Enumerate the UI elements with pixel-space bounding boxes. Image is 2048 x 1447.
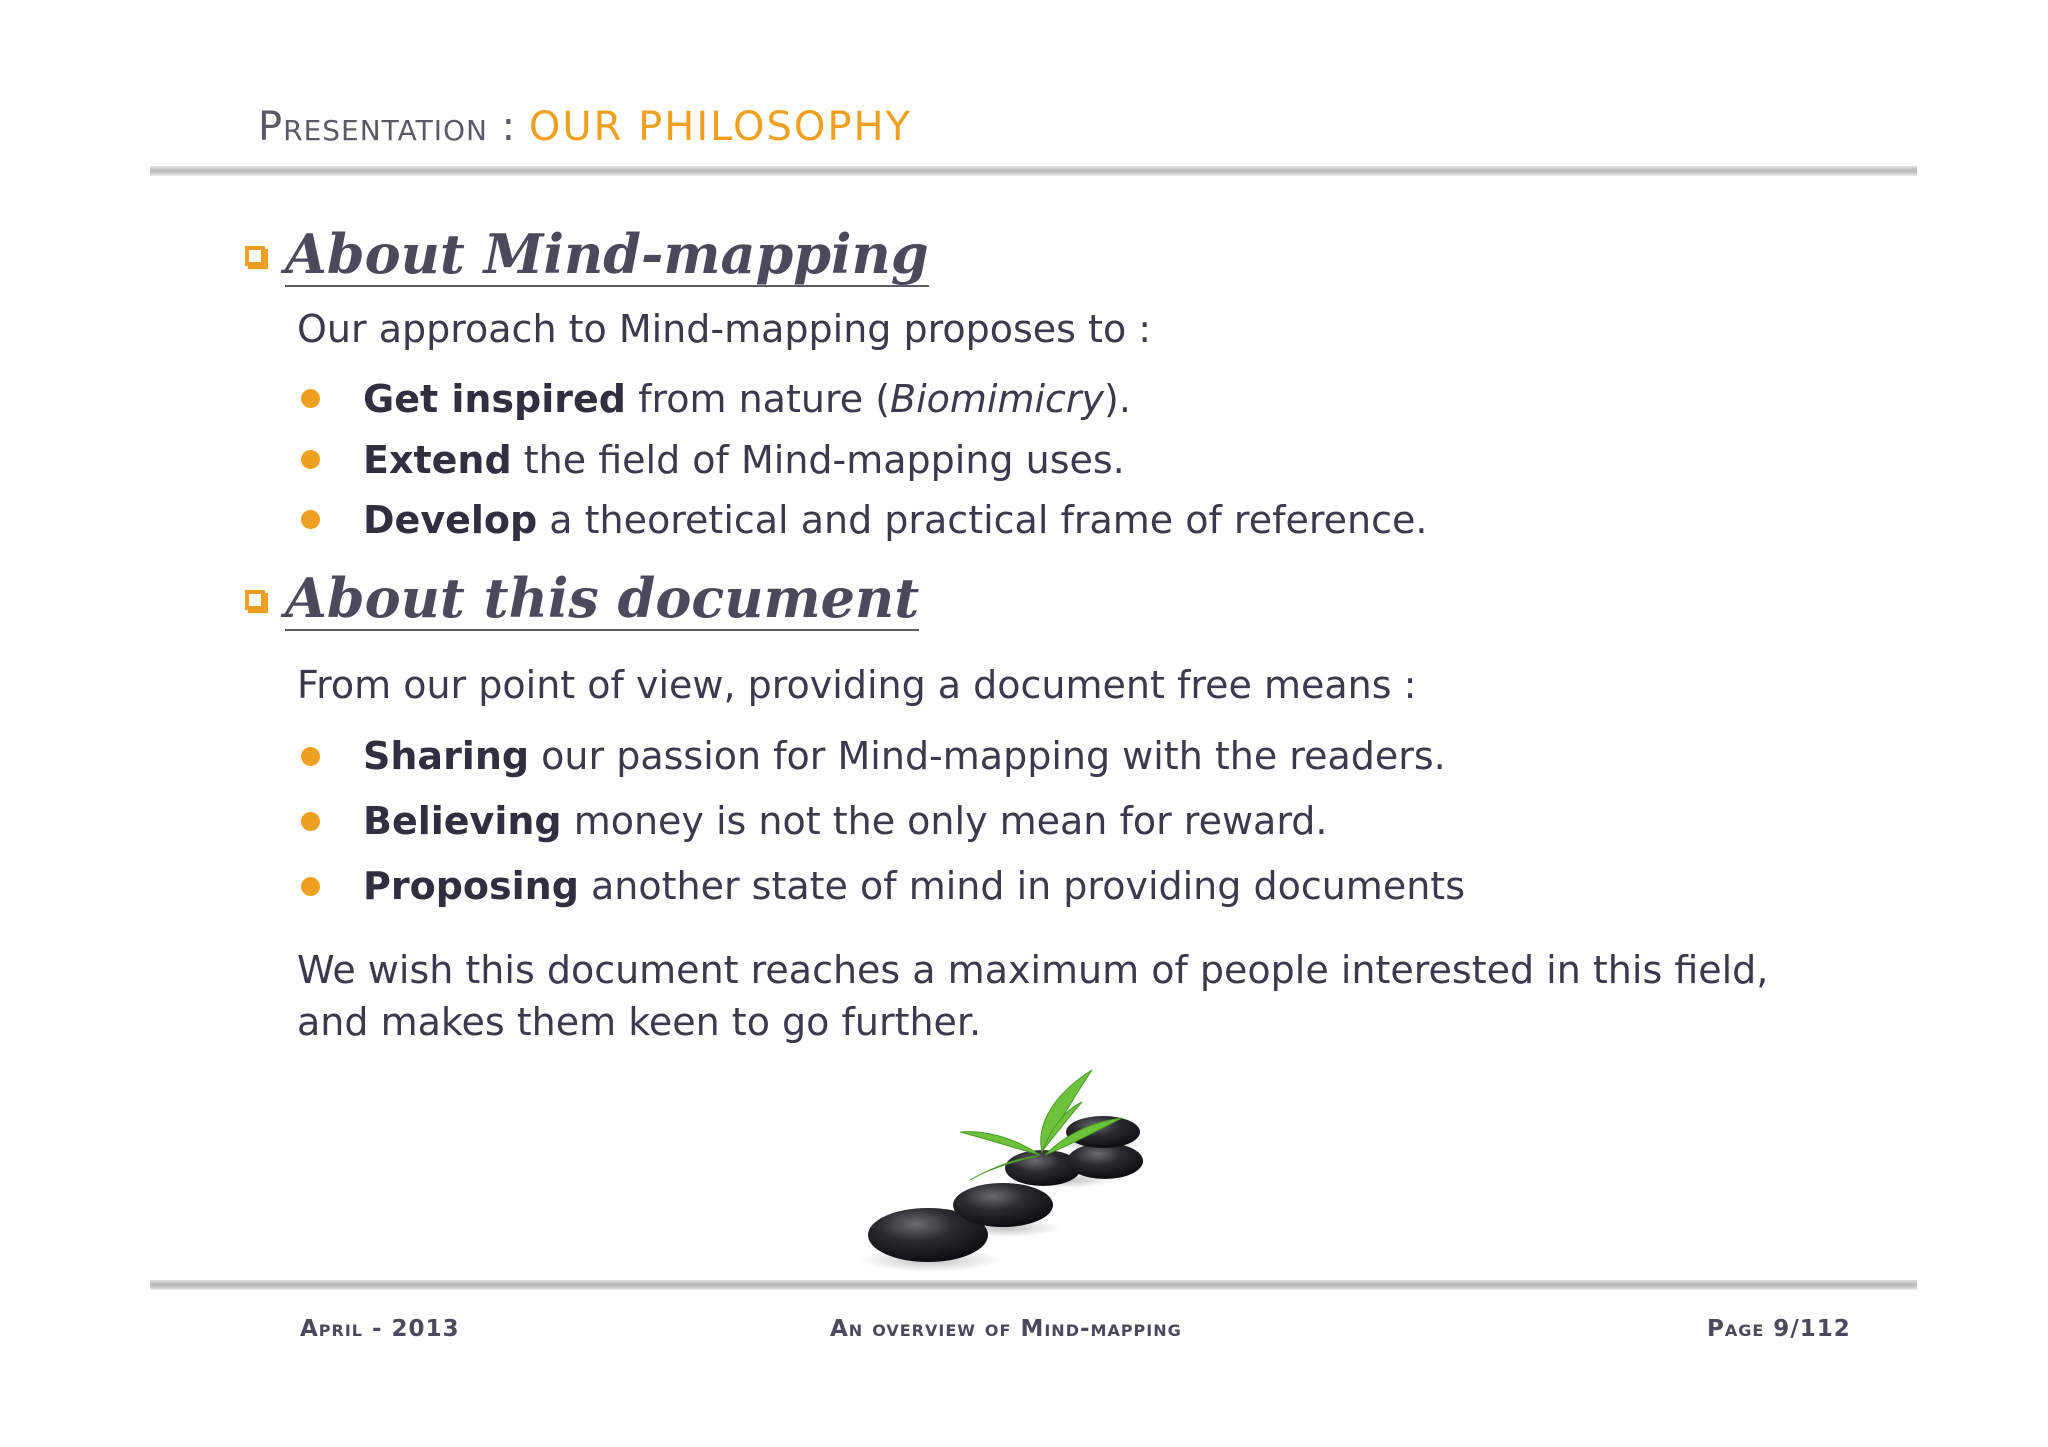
- list-item: [297, 430, 1427, 490]
- section-heading-mind-mapping: [245, 222, 929, 287]
- list-item: [297, 789, 1465, 854]
- bullet-text: from nature (: [626, 377, 891, 421]
- bullet-text: ).: [1104, 377, 1131, 421]
- checkbox-bullet-icon: [245, 590, 265, 610]
- section-intro: From our point of view, providing a document free means :: [297, 663, 1417, 707]
- section2-bullet-list: [297, 724, 1465, 919]
- section-intro: Our approach to Mind-mapping proposes to :: [297, 307, 1152, 351]
- bullet-italic: Biomimicry: [890, 377, 1105, 421]
- section1-bullet-list: [297, 368, 1427, 550]
- bullet-keyword: Extend: [363, 438, 512, 482]
- list-item: [297, 368, 1427, 430]
- footer-divider: [150, 1280, 1917, 1290]
- bullet-dot-icon: [301, 747, 320, 766]
- title-prefix: Presentation :: [258, 104, 517, 150]
- section-heading-document: [245, 566, 920, 631]
- bullet-text: a theoretical and practical frame of reference.: [537, 498, 1428, 542]
- list-item: [297, 724, 1465, 789]
- bullet-dot-icon: [301, 450, 320, 469]
- title-accent: OUR PHILOSOPHY: [528, 104, 912, 150]
- closing-paragraph: [297, 944, 1768, 1048]
- checkbox-bullet-icon: [245, 246, 265, 266]
- bullet-dot-icon: [301, 812, 320, 831]
- bullet-dot-icon: [301, 510, 320, 529]
- bullet-text: the field of Mind-mapping uses.: [511, 438, 1125, 482]
- bullet-text: another state of mind in providing documents: [578, 864, 1465, 908]
- footer-document-title: An overview of Mind-mapping: [830, 1316, 1182, 1342]
- closing-line: We wish this document reaches a maximum of people interested in this field,: [297, 948, 1769, 992]
- zen-stones-image: [860, 1060, 1160, 1280]
- closing-line: and makes them keen to go further.: [297, 1000, 982, 1044]
- bullet-keyword: Get inspired: [363, 377, 626, 421]
- bullet-keyword: Proposing: [363, 864, 579, 908]
- bullet-keyword: Sharing: [363, 734, 530, 778]
- header-divider: [150, 166, 1917, 176]
- bullet-dot-icon: [301, 389, 320, 408]
- footer-page-number: Page 9/112: [1707, 1316, 1851, 1342]
- bullet-keyword: Develop: [363, 498, 538, 542]
- footer-date: April - 2013: [300, 1316, 460, 1342]
- bullet-text: money is not the only mean for reward.: [561, 799, 1328, 843]
- section-title: About Mind-mapping: [285, 222, 929, 286]
- bullet-text: our passion for Mind-mapping with the readers.: [529, 734, 1446, 778]
- section-title: About this document: [285, 566, 920, 630]
- bullet-keyword: Believing: [363, 799, 562, 843]
- page-title: [258, 104, 912, 150]
- bullet-dot-icon: [301, 877, 320, 896]
- list-item: [297, 490, 1427, 550]
- list-item: [297, 854, 1465, 919]
